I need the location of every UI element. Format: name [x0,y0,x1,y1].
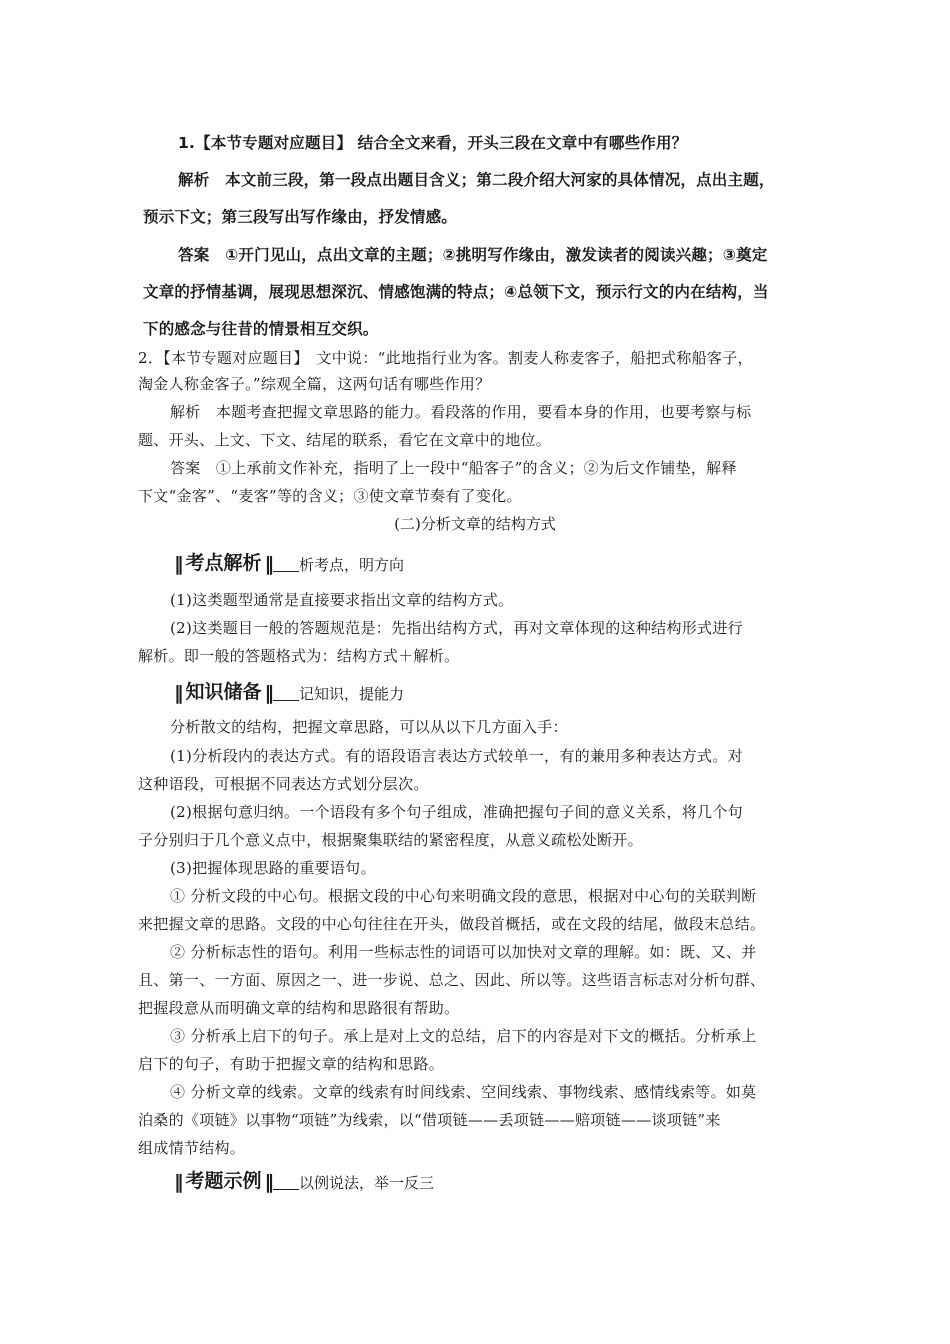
kaodian-p2-line-1: (2)这类题目一般的答题规范是：先指出结构方式，再对文章体现的这种结构形式进行 [170,619,743,637]
q2-answer-line-2: 下文“金客”、“麦客”等的含义；③使文章节奏有了变化。 [138,487,522,505]
zhishi-heading [174,677,404,704]
q1-answer-line-1: 答案 ①开门见山，点出文章的主题；②挑明写作缘由，激发读者的阅读兴趣；③奠定 [178,246,768,264]
kaodian-heading-text: 考点解析 [185,552,262,574]
zhishi-p1-line-1: (1)分析段内的表达方式。有的语段语言表达方式较单一，有的兼用多种表达方式。对 [170,747,743,765]
zhishi-p2-line-1: (2)根据句意归纳。一个语段有多个句子组成，准确把握句子间的意义关系，将几个句 [170,803,743,821]
heading-underline [273,1189,299,1190]
zhishi-c4-line-1: ④ 分析文章的线索。文章的线索有时间线索、空间线索、事物线索、感情线索等。如莫 [170,1083,757,1101]
q2-answer-line-1: 答案 ①上承前文作补充，指明了上一段中“船客子”的含义；②为后文作铺垫，解释 [170,459,737,477]
zhishi-c4-line-2: 泊桑的《项链》以事物“项链”为线索，以“借项链——丢项链——赔项链——谈项链”来 [138,1111,721,1129]
zhishi-c1-line-1: ① 分析文段的中心句。根据文段的中心句来明确文段的意思，根据对中心句的关联判断 [170,887,757,905]
zhishi-c2-line-2: 且、第一、一方面、原因之一、进一步说、总之、因此、所以等。这些语言标志对分析句群、 [138,971,766,989]
zhishi-c2-line-3: 把握段意从而明确文章的结构和思路很有帮助。 [138,999,460,1017]
heading-bar-left-icon: ‖ [174,1171,183,1193]
q2-analysis-line-2: 题、开头、上文、下文、结尾的联系，看它在文章中的地位。 [138,431,552,449]
q1-answer-line-2: 文章的抒情基调，展现思想深沉、情感饱满的特点；④总领下文，预示行文的内在结构，当 [143,283,769,301]
zhishi-p2-line-2: 子分别归于几个意义点中，根据聚集联结的紧密程度，从意义疏松处断开。 [138,831,643,849]
kaodian-subtitle: 析考点，明方向 [299,556,405,574]
kaoti-heading [174,1166,434,1193]
heading-bar-left-icon: ‖ [174,553,183,575]
kaoti-heading-text: 考题示例 [185,1170,262,1192]
heading-bar-left-icon: ‖ [174,682,183,704]
q1-answer-line-3: 下的感念与往昔的情景相互交织。 [143,320,379,338]
q1-analysis-line-1: 解析 本文前三段，第一段点出题目含义；第二段介绍大河家的具体情况，点出主题， [178,171,775,189]
zhishi-c2-line-1: ② 分析标志性的语句。利用一些标志性的词语可以加快对文章的理解。如：既、又、并 [170,943,757,961]
heading-bar-right-icon: ‖ [264,553,274,575]
kaodian-p1: (1)这类题型通常是直接要求指出文章的结构方式。 [170,591,514,609]
q2-question-line-2: 淘金人称金客子。”综观全篇，这两句话有哪些作用？ [138,375,491,393]
zhishi-intro: 分析散文的结构，把握文章思路，可以从以下几方面入手： [170,718,568,736]
heading-bar-right-icon: ‖ [264,1171,274,1193]
zhishi-c3-line-2: 启下的句子，有助于把握文章的结构和思路。 [138,1055,445,1073]
zhishi-heading-text: 知识储备 [185,681,262,703]
zhishi-c4-line-3: 组成情节结构。 [138,1139,246,1157]
zhishi-p1-line-2: 这种语段，可根据不同表达方式划分层次。 [138,775,429,793]
kaoti-subtitle: 以例说法，举一反三 [299,1174,435,1192]
heading-underline [273,700,299,701]
q1-question: 1.【本节专题对应题目】 结合全文来看，开头三段在文章中有哪些作用？ [178,134,688,152]
q2-analysis-line-1: 解析 本题考查把握文章思路的能力。看段落的作用，要看本身的作用，也要考察与标 [170,403,752,421]
zhishi-c3-line-1: ③ 分析承上启下的句子。承上是对上文的总结，启下的内容是对下文的概括。分析承上 [170,1027,757,1045]
section-title: (二)分析文章的结构方式 [394,515,556,533]
q1-analysis-line-2: 预示下文；第三段写出写作缘由，抒发情感。 [143,208,458,226]
kaodian-heading [174,548,404,575]
zhishi-p3: (3)把握体现思路的重要语句。 [170,859,376,877]
heading-underline [273,571,299,572]
kaodian-p2-line-2: 解析。即一般的答题格式为：结构方式＋解析。 [138,647,460,665]
heading-bar-right-icon: ‖ [264,682,274,704]
zhishi-subtitle: 记知识，提能力 [299,685,405,703]
zhishi-c1-line-2: 来把握文章的思路。文段的中心句往往在开头，做段首概括，或在文段的结尾，做段末总结。 [138,915,766,933]
q2-question-line-1: 2．【本节专题对应题目】 文中说：“此地指行业为客。割麦人称麦客子，船把式称船客子， [138,349,753,367]
